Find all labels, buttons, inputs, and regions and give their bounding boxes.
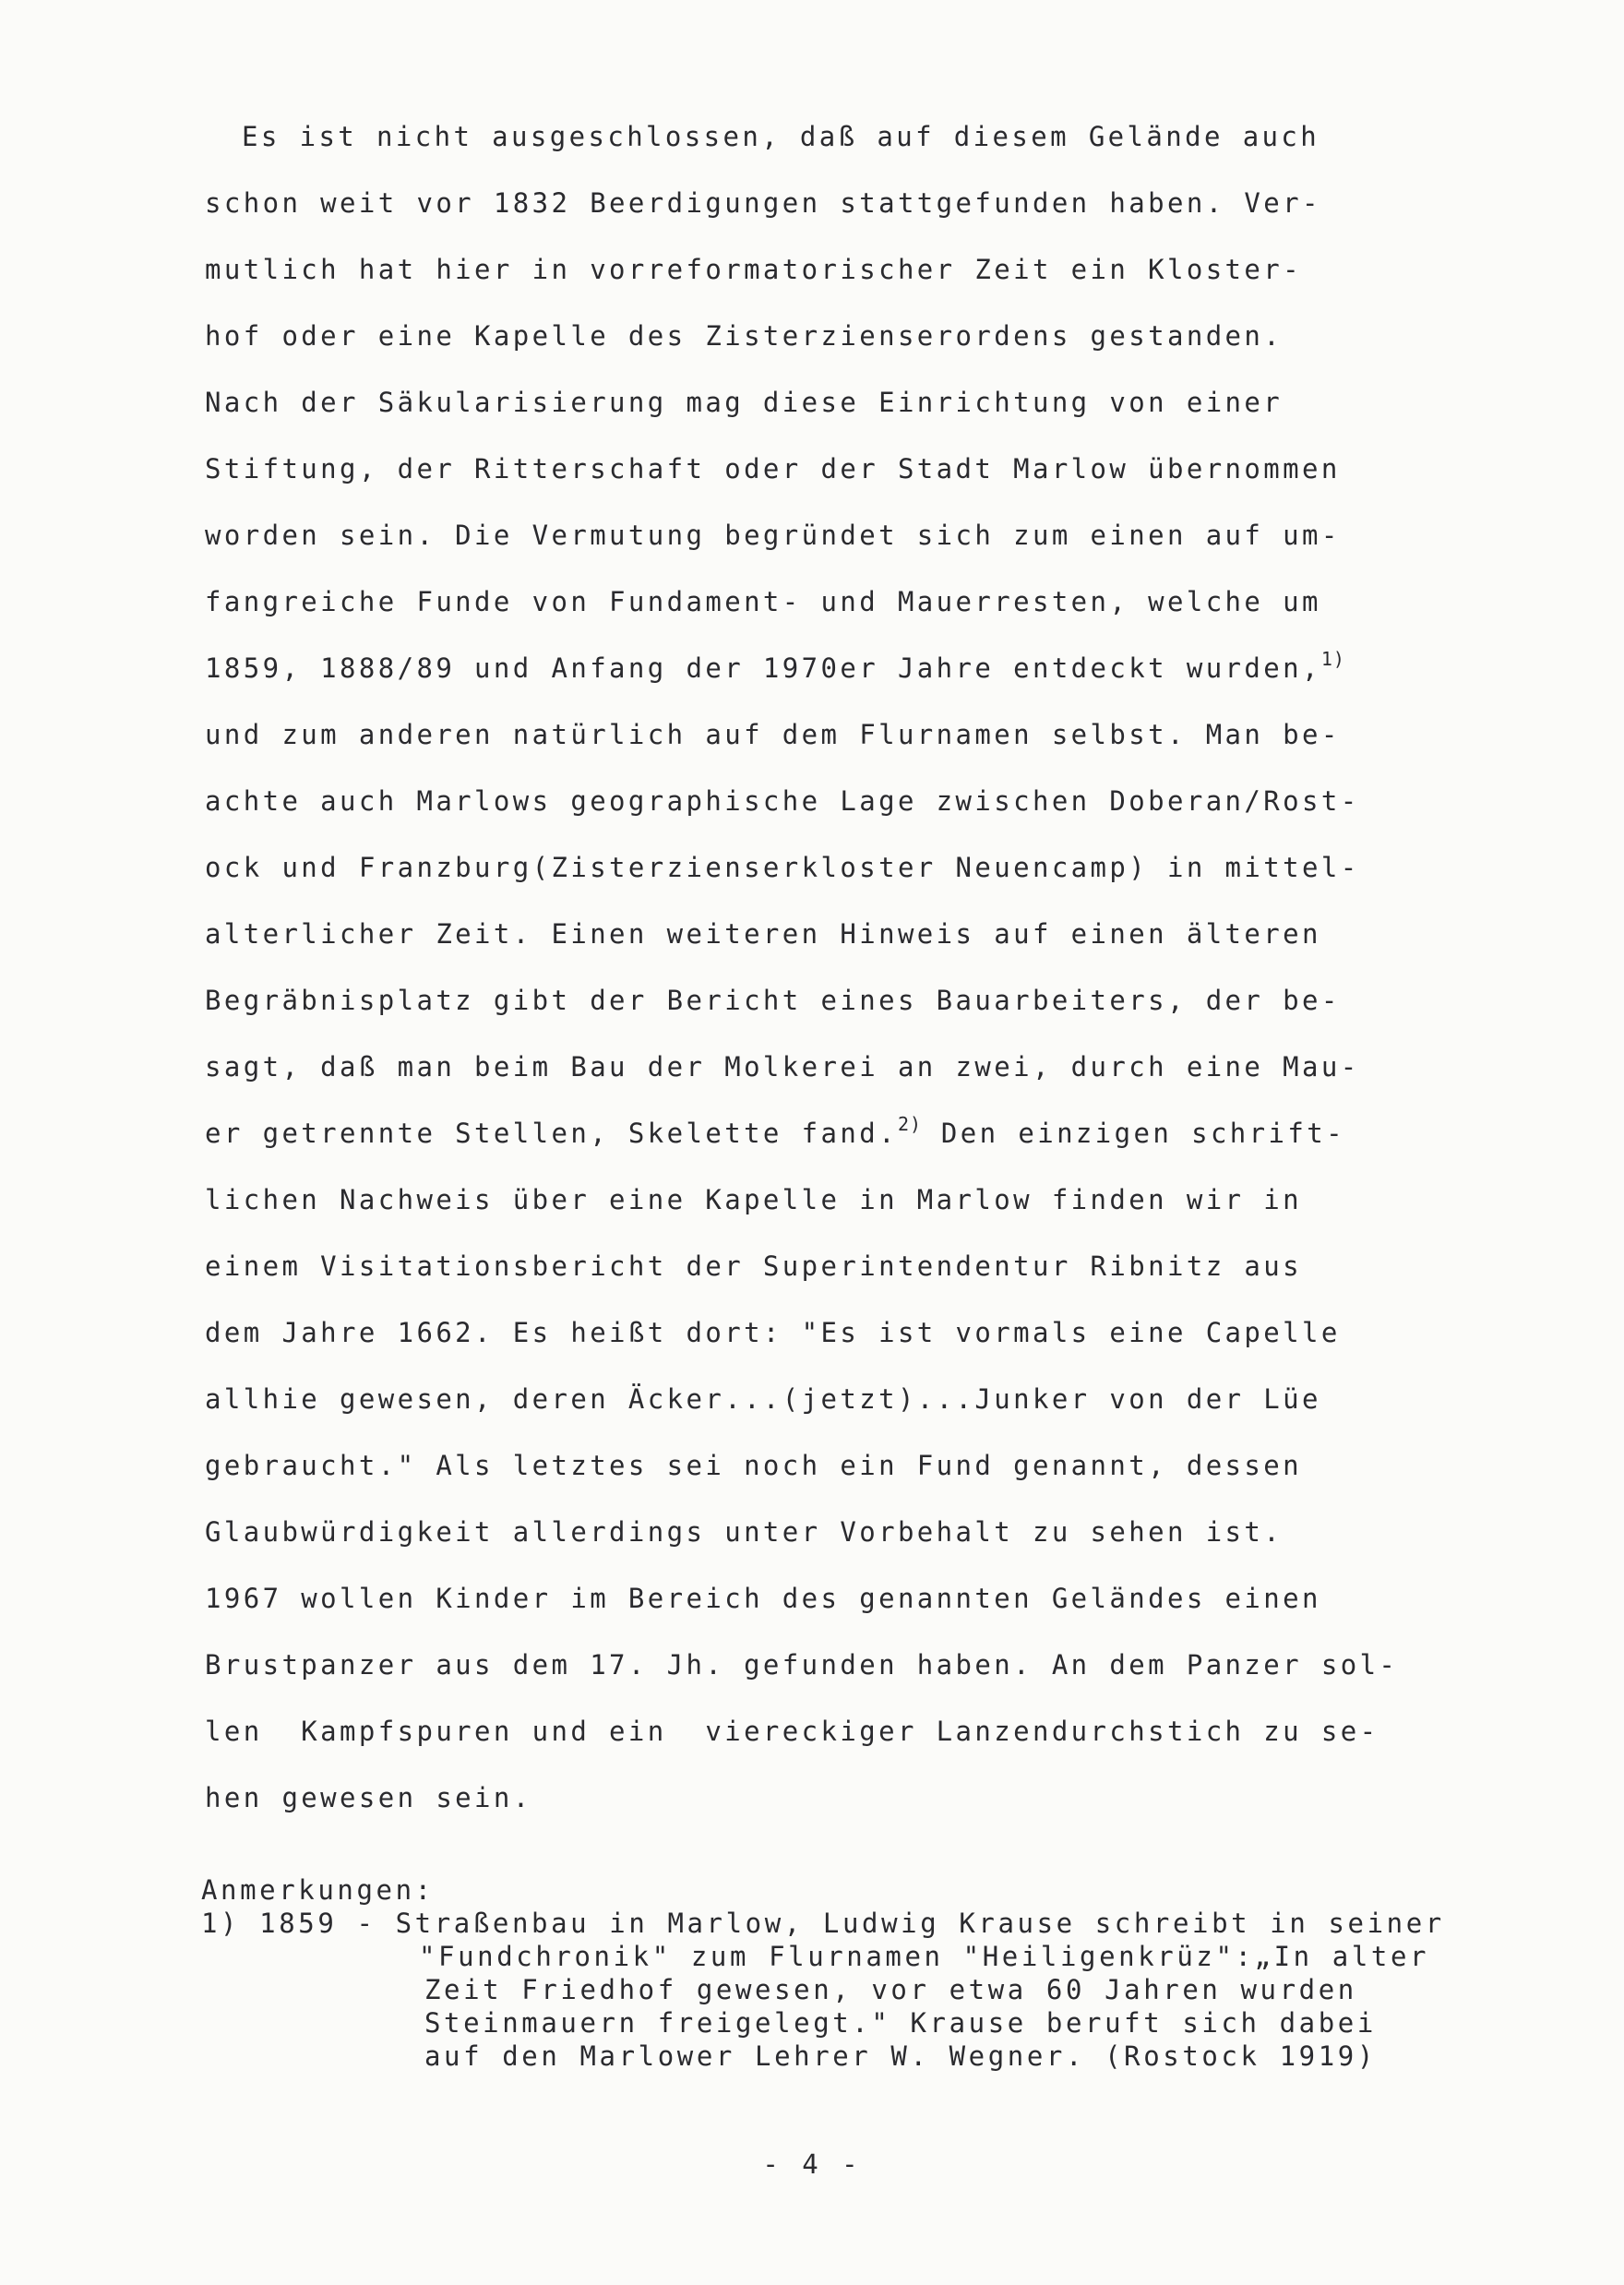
text-line: alterlicher Zeit. Einen weiteren Hinweis auf einen älteren: [205, 918, 1321, 950]
notes-section: [201, 1873, 1511, 2073]
note-text: Straßenbau in Marlow, Ludwig Krause schreibt in seiner: [395, 1908, 1445, 1939]
text-line: dem Jahre 1662. Es heißt dort: "Es ist vormals eine Capelle: [205, 1317, 1341, 1348]
text-line: Begräbnisplatz gibt der Bericht eines Bauarbeiters, der be-: [205, 985, 1341, 1016]
note-continuation-line: "Fundchronik" zum Flurnamen "Heiligenkrüz":„In alter: [419, 1941, 1430, 1972]
text-line: und zum anderen natürlich auf dem Flurnamen selbst. Man be-: [205, 719, 1341, 750]
note-entry-label: 1) 1859 -: [201, 1908, 376, 1939]
text-segment: 1859, 1888/89 und Anfang der 1970er Jahre entdeckt wurden,: [205, 652, 1321, 684]
text-line: achte auch Marlows geographische Lage zwischen Doberan/Rost-: [205, 785, 1360, 817]
text-line: Brustpanzer aus dem 17. Jh. gefunden haben. An dem Panzer sol-: [205, 1649, 1399, 1681]
text-line: worden sein. Die Vermutung begründet sich zum einen auf um-: [205, 520, 1341, 551]
text-line: len Kampfspuren und ein viereckiger Lanzendurchstich zu se-: [205, 1716, 1379, 1747]
text-line-with-footnote: [205, 635, 1478, 701]
text-line: mutlich hat hier in vorreformatorischer Zeit ein Kloster-: [205, 254, 1302, 285]
text-line: allhie gewesen, deren Äcker...(jetzt)...Junker von der Lüe: [205, 1383, 1321, 1415]
text-line: hof oder eine Kapelle des Zisterzienserordens gestanden.: [205, 320, 1284, 352]
text-line: Es ist nicht ausgeschlossen, daß auf diesem Gelände auch: [242, 121, 1320, 152]
text-line: Glaubwürdigkeit allerdings unter Vorbehalt zu sehen ist.: [205, 1516, 1284, 1548]
text-line: lichen Nachweis über eine Kapelle in Marlow finden wir in: [205, 1184, 1302, 1215]
text-line: hen gewesen sein.: [205, 1782, 532, 1813]
text-line: fangreiche Funde von Fundament- und Mauerresten, welche um: [205, 586, 1321, 617]
text-line: gebraucht." Als letztes sei noch ein Fund genannt, dessen: [205, 1450, 1302, 1481]
text-line-with-footnote: [205, 1100, 1478, 1166]
text-line: schon weit vor 1832 Beerdigungen stattgefunden haben. Ver-: [205, 187, 1321, 219]
notes-heading: Anmerkungen:: [201, 1874, 435, 1906]
text-line: Stiftung, der Ritterschaft oder der Stadt Marlow übernommen: [205, 453, 1341, 485]
text-line: einem Visitationsbericht der Superintendentur Ribnitz aus: [205, 1250, 1302, 1282]
text-line: 1967 wollen Kinder im Bereich des genannten Geländes einen: [205, 1583, 1321, 1614]
note-continuation-line: Steinmauern freigelegt." Krause beruft sich dabei: [424, 2007, 1377, 2039]
text-line: ock und Franzburg(Zisterzienserkloster Neuencamp) in mittel-: [205, 852, 1360, 883]
text-segment: er getrennte Stellen, Skelette fand.: [205, 1118, 898, 1149]
text-line: sagt, daß man beim Bau der Molkerei an zwei, durch eine Mau-: [205, 1051, 1360, 1083]
note-continuation-line: Zeit Friedhof gewesen, vor etwa 60 Jahren wurden: [424, 1974, 1357, 2005]
text-segment: Den einzigen schrift-: [922, 1118, 1345, 1149]
footnote-mark-1: 1): [1320, 648, 1345, 670]
page-number: - 4 -: [762, 2148, 862, 2180]
text-line: Nach der Säkularisierung mag diese Einrichtung von einer: [205, 387, 1284, 418]
note-continuation-line: auf den Marlower Lehrer W. Wegner. (Rostock 1919): [424, 2040, 1377, 2072]
footnote-mark-2: 2): [897, 1113, 923, 1135]
note-entry-first-line: [201, 1907, 1511, 1940]
body-text: [205, 103, 1478, 1831]
